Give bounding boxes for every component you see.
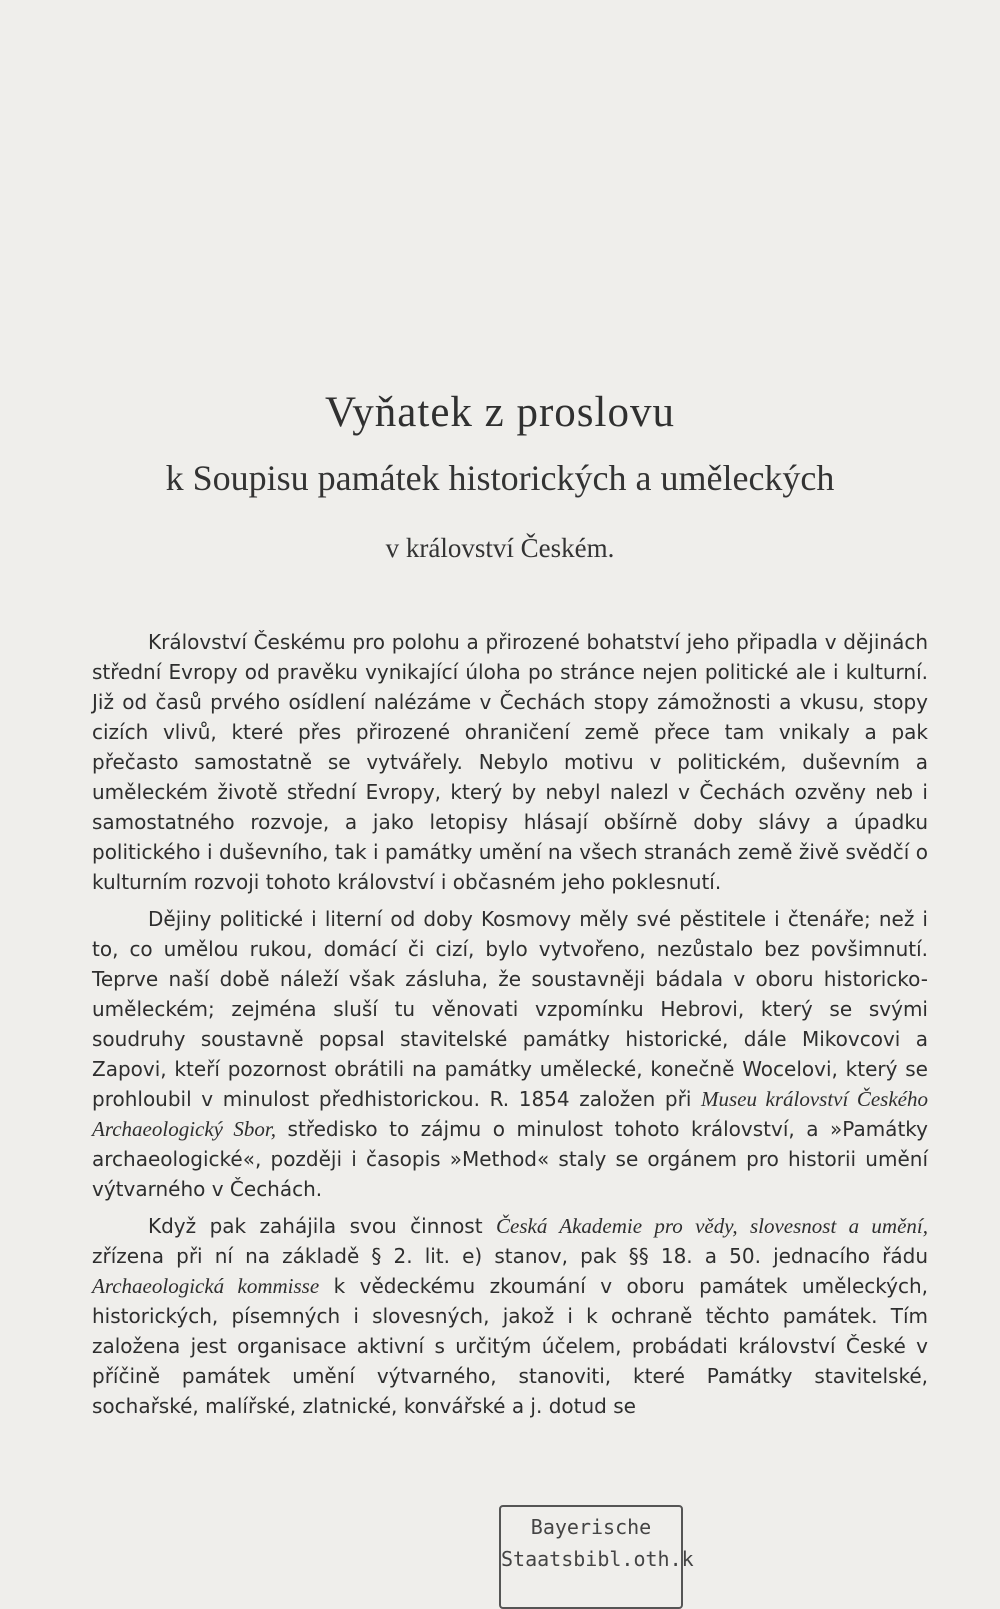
paragraph-2	[92, 904, 928, 1204]
page-subtitle-2: v království Českém.	[385, 533, 615, 563]
paragraph-3-italic: Česká Akademie pro vědy, slovesnost a umění,	[496, 1214, 928, 1238]
paragraph-2-text: Dějiny politické i literní od doby Kosmovy měly své pěstitele i čtenáře; než i to, co umělou rukou, domácí či cizí, bylo vytvořeno, nezůstalo bez povšimnutí. Teprve naší době náleží však zásluha, že soustavněji bádala v oboru historicko-uměleckém; zejména sluší tu věnovati vzpomínku Hebrovi, který se svými soudruhy soustavně popsal stavitelské památky historické, dále Mikovcovi a Zapovi, kteří pozornost obrátili na památky umělecké, konečně Wocelovi, který se prohloubil v minulost předhistorickou. R. 1854 založen při	[92, 907, 928, 1111]
paragraph-3-italic-2: Archaeologická kommisse	[92, 1274, 320, 1298]
paragraph-1-text: Království Českému pro polohu a přirozené bohatství jeho připadla v dějinách střední Evropy od pravěku vynikající úloha po stránce nejen politické ale i kulturní. Již od časů prvého osídlení nalézáme v Čechách stopy zámožnosti a vkusu, stopy cizích vlivů, které přes přirozené ohraničení země přece tam vnikaly a pak přečasto samostatně se vytvářely. Nebylo motivu v politickém, duševním a uměleckém životě střední Evropy, který by nebyl nalezl v Čechách ozvěny neb i samostatného rozvoje, a jako letopisy hlásají obšírně doby slávy a úpadku politického i duševního, tak i památky umění na všech stranách země živě svědčí o kulturním rozvoji tohoto království i občasném jeho poklesnutí.	[92, 630, 928, 894]
paragraph-3-text-middle: zřízena při ní na základě § 2. lit. e) stanov, pak §§ 18. a 50. jednacího řádu	[92, 1244, 928, 1268]
library-stamp	[499, 1505, 694, 1609]
paragraph-3-text: Když pak zahájila svou činnost	[148, 1214, 496, 1238]
paragraph-3	[92, 1211, 928, 1421]
stamp-line-2: Staatsbibl.oth.k	[501, 1547, 694, 1571]
page-subtitle: k Soupisu památek historických a uměleckých	[165, 458, 835, 498]
paragraph-3-text-after: k vědeckému zkoumání v oboru památek uměleckých, historických, písemných i slovesných, jakož i k ochraně těchto památek. Tím založena jest organisace aktivní s určitým účelem, probádati království České v příčině památek umění výtvarného, stanoviti, které Památky stavitelské, sochařské, malířské, zlatnické, konvářské a j. dotud se	[92, 1274, 928, 1418]
paragraph-1	[92, 627, 928, 897]
stamp-line-1: Bayerische	[530, 1515, 652, 1539]
body-text	[92, 627, 928, 1421]
page-title: Vyňatek z proslovu	[325, 389, 675, 436]
paragraph-2-text-after: středisko to zájmu o minulost tohoto království, a »Památky archaeologické«, později i časopis »Method« staly se orgánem pro historii umění výtvarného v Čechách.	[92, 1117, 928, 1201]
paragraph-2-italic: Museu království Českého Archaeologický Sbor,	[92, 1087, 928, 1141]
